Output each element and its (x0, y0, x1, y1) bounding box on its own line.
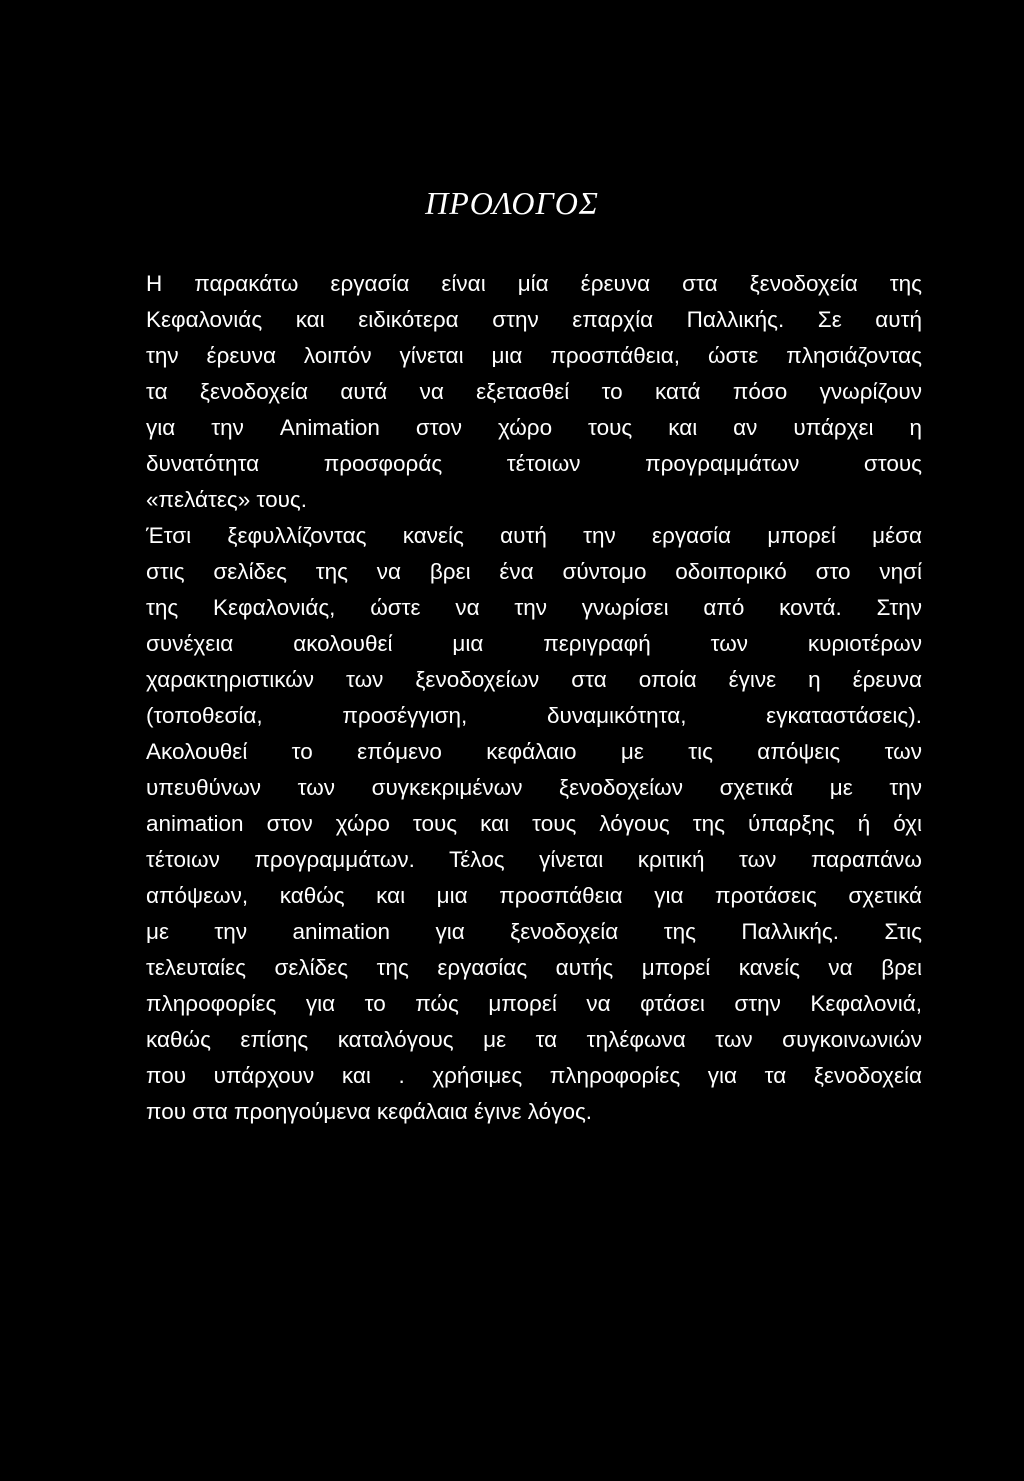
text-line: Η παρακάτω εργασία είναι μία έρευνα στα ξενοδοχεία της (146, 271, 922, 296)
text-line: απόψεων, καθώς και μια προσπάθεια για προτάσεις σχετικά (146, 883, 922, 908)
text-line: τα ξενοδοχεία αυτά να εξετασθεί το κατά πόσο γνωρίζουν (146, 379, 922, 404)
text-line: πληροφορίες για το πώς μπορεί να φτάσει στην Κεφαλονιά, (146, 991, 922, 1016)
text-line: δυνατότητα προσφοράς τέτοιων προγραμμάτων στους (146, 451, 922, 476)
text-line: που στα προηγούμενα κεφάλαια έγινε λόγος. (146, 1099, 593, 1124)
text-line: για την Animation στον χώρο τους και αν υπάρχει η (146, 415, 922, 440)
text-line: Ακολουθεί το επόμενο κεφάλαιο με τις απόψεις των (146, 739, 922, 764)
text-line: animation στον χώρο τους και τους λόγους της ύπαρξης ή όχι (146, 811, 922, 836)
text-line: καθώς επίσης καταλόγους με τα τηλέφωνα των συγκοινωνιών (146, 1027, 922, 1052)
text-line: με την animation για ξενοδοχεία της Παλλικής. Στις (146, 919, 922, 944)
text-line: συνέχεια ακολουθεί μια περιγραφή των κυριοτέρων (146, 631, 922, 656)
text-line: υπευθύνων των συγκεκριμένων ξενοδοχείων σχετικά με την (146, 775, 922, 800)
text-line: (τοποθεσία, προσέγγιση, δυναμικότητα, εγκαταστάσεις). (146, 703, 922, 728)
text-line: που υπάρχουν και . χρήσιμες πληροφορίες για τα ξενοδοχεία (146, 1063, 922, 1088)
text-line: τέτοιων προγραμμάτων. Τέλος γίνεται κριτική των παραπάνω (146, 847, 922, 872)
text-line: στις σελίδες της να βρει ένα σύντομο οδοιπορικό στο νησί (146, 559, 922, 584)
text-line: την έρευνα λοιπόν γίνεται μια προσπάθεια, ώστε πλησιάζοντας (146, 343, 922, 368)
text-line: Κεφαλονιάς και ειδικότερα στην επαρχία Παλλικής. Σε αυτή (146, 307, 922, 332)
page-title: ΠΡΟΛΟΓΟΣ (425, 185, 599, 221)
text-line: τελευταίες σελίδες της εργασίας αυτής μπορεί κανείς να βρει (146, 955, 922, 980)
text-line: της Κεφαλονιάς, ώστε να την γνωρίσει από κοντά. Στην (146, 595, 922, 620)
text-line: Έτσι ξεφυλλίζοντας κανείς αυτή την εργασία μπορεί μέσα (146, 523, 922, 548)
prologue-paragraph (146, 266, 922, 1130)
text-line: «πελάτες» τους. (146, 487, 307, 512)
text-line: χαρακτηριστικών των ξενοδοχείων στα οποία έγινε η έρευνα (146, 667, 922, 692)
